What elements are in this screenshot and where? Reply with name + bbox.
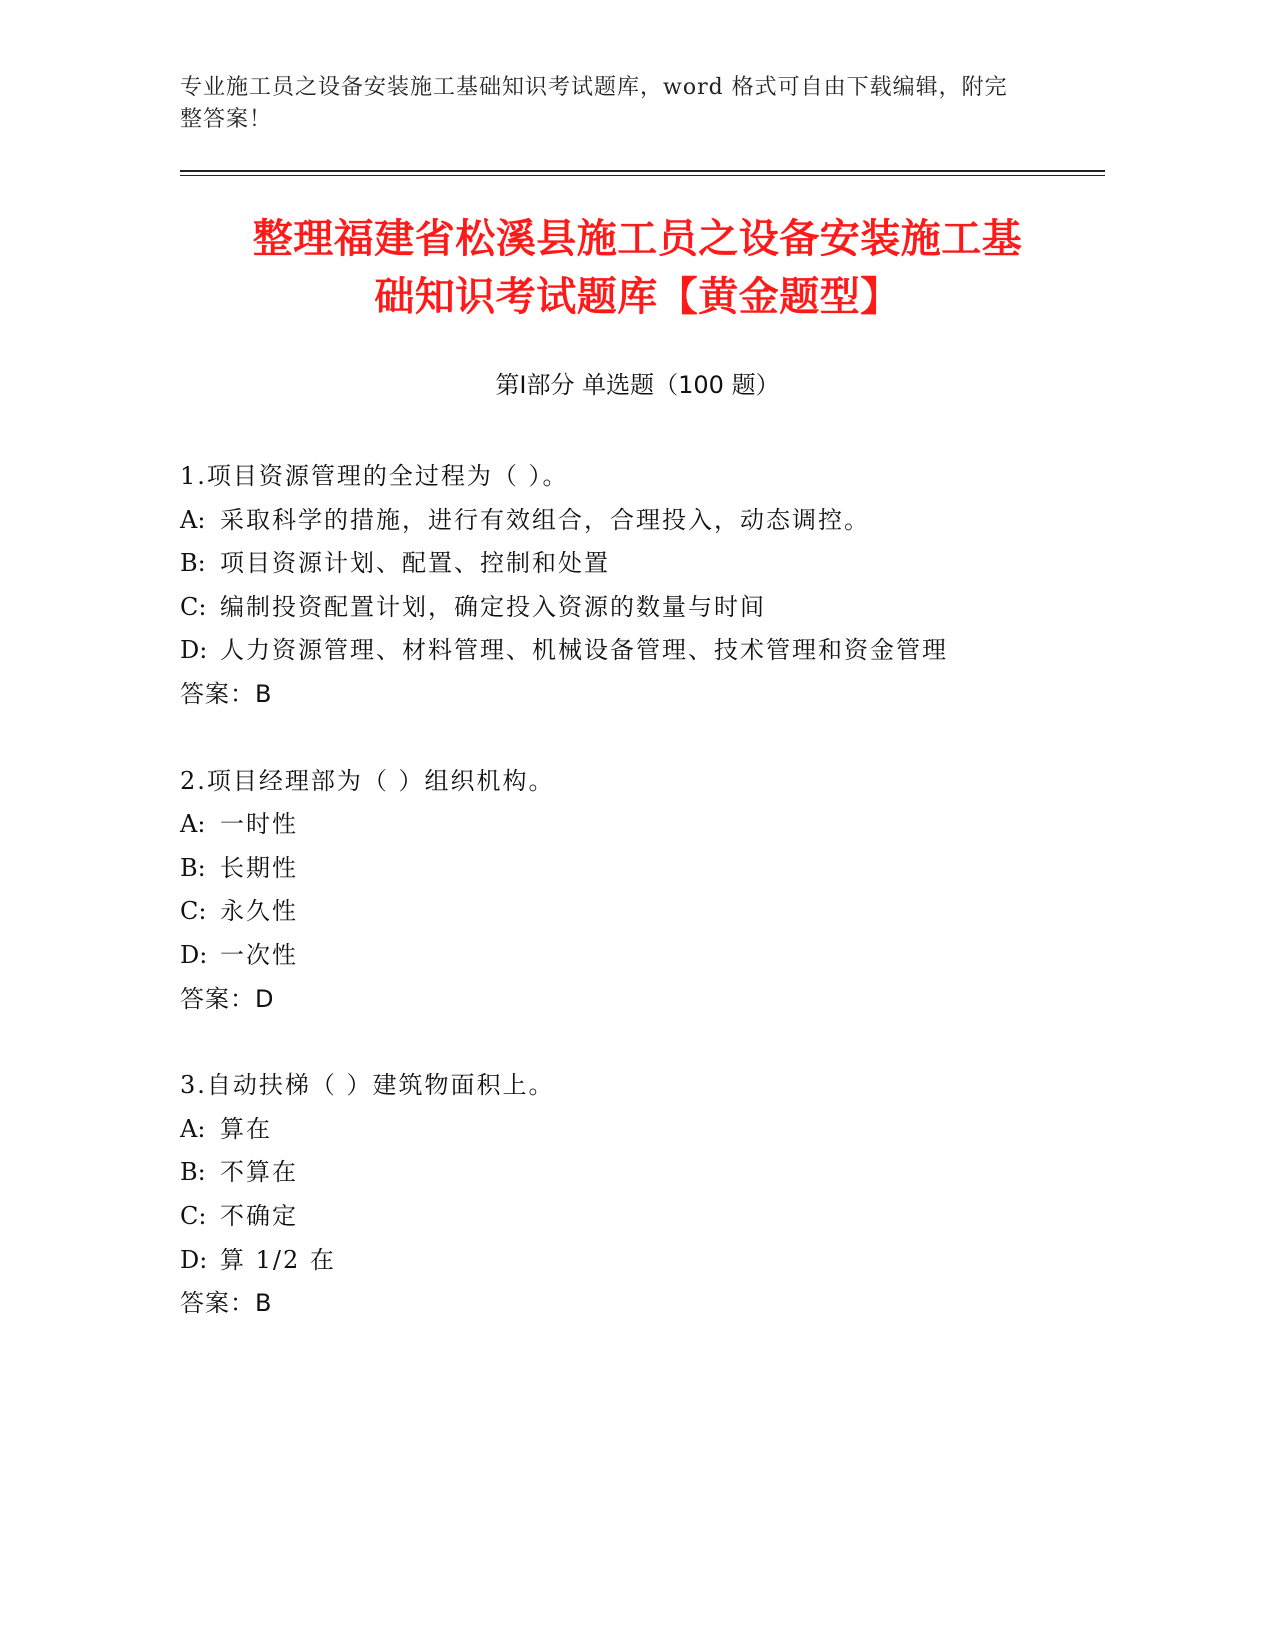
option-letter: B: [180, 853, 206, 882]
header-note-line-2: 整答案！ [180, 107, 273, 132]
option-letter: D: [180, 636, 208, 665]
option-d [180, 934, 1100, 978]
question-item [180, 455, 1100, 717]
option-text: 算 1/2 在 [220, 1245, 336, 1274]
option-d [180, 629, 1100, 673]
option-text: 一次性 [220, 940, 298, 969]
option-a [180, 499, 1100, 543]
option-text: 不确定 [220, 1201, 298, 1230]
question-stem: 3.自动扶梯（ ）建筑物面积上。 [180, 1071, 555, 1100]
answer-line: 答案：B [180, 679, 273, 708]
header-divider-thick [180, 170, 1105, 172]
option-letter: A: [180, 505, 206, 534]
option-letter: D: [180, 940, 208, 969]
option-letter: B: [180, 549, 206, 578]
question-stem: 2.项目经理部为（ ）组织机构。 [180, 766, 555, 795]
option-letter: B: [180, 1158, 206, 1187]
option-b [180, 1151, 1100, 1195]
option-letter: D: [180, 1245, 208, 1274]
document-title-line-2: 础知识考试题库【黄金题型】 [374, 274, 901, 320]
option-text: 一时性 [220, 810, 298, 839]
option-b [180, 847, 1100, 891]
document-title [160, 210, 1115, 326]
answer-line: 答案：D [180, 984, 275, 1013]
option-letter: A: [180, 1114, 206, 1143]
header-note [180, 72, 1040, 136]
answer-line: 答案：B [180, 1289, 273, 1318]
option-text: 人力资源管理、材料管理、机械设备管理、技术管理和资金管理 [220, 636, 948, 665]
question-list [180, 455, 1100, 1369]
option-text: 采取科学的措施，进行有效组合，合理投入，动态调控。 [220, 505, 870, 534]
header-note-line-1: 专业施工员之设备安装施工基础知识考试题库，word 格式可自由下载编辑，附完 [180, 75, 1008, 100]
question-item [180, 1064, 1100, 1326]
option-c [180, 586, 1100, 630]
option-text: 永久性 [220, 897, 298, 926]
option-a [180, 1108, 1100, 1152]
option-text: 编制投资配置计划，确定投入资源的数量与时间 [220, 592, 766, 621]
option-letter: C: [180, 897, 207, 926]
option-text: 长期性 [220, 853, 298, 882]
section-heading: 第Ⅰ部分 单选题（100 题） [495, 371, 780, 399]
question-stem: 1.项目资源管理的全过程为（ ）。 [180, 462, 569, 490]
document-title-line-1: 整理福建省松溪县施工员之设备安装施工基 [252, 216, 1023, 262]
option-c [180, 890, 1100, 934]
option-d [180, 1239, 1100, 1283]
option-b [180, 542, 1100, 586]
option-letter: A: [180, 810, 206, 839]
option-text: 项目资源计划、配置、控制和处置 [220, 549, 610, 578]
option-c [180, 1195, 1100, 1239]
question-item [180, 760, 1100, 1022]
option-letter: C: [180, 1201, 207, 1230]
header-divider-thin [180, 175, 1105, 176]
option-text: 不算在 [220, 1158, 298, 1187]
option-a [180, 803, 1100, 847]
option-letter: C: [180, 592, 207, 621]
option-text: 算在 [220, 1114, 272, 1143]
